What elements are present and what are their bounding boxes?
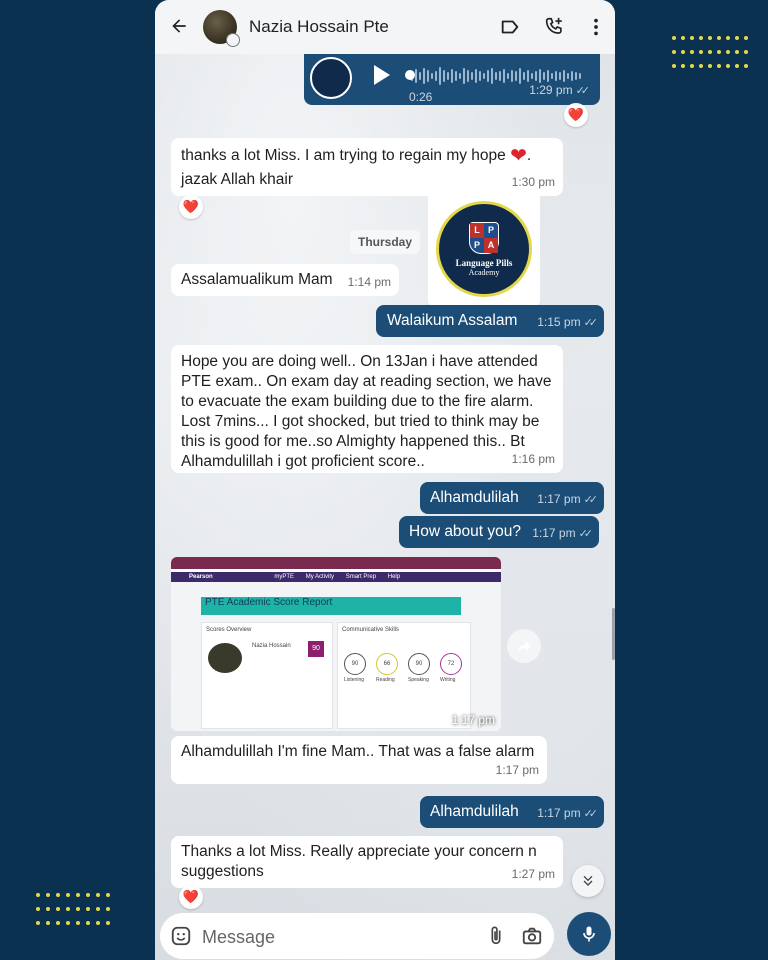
back-arrow-icon[interactable] — [169, 16, 189, 36]
pearson-nav: Pearson myPTE My Activity Smart Prep Help — [171, 572, 501, 582]
skill-speaking: 90 — [408, 653, 430, 675]
chat-header — [155, 0, 615, 54]
scrollbar[interactable] — [612, 608, 615, 660]
message-time: 1:17 pm — [451, 713, 495, 727]
skill-writing: 72 — [440, 653, 462, 675]
voice-duration: 0:26 — [409, 90, 433, 104]
read-ticks-icon: ✓✓ — [583, 494, 594, 506]
message-input[interactable] — [200, 922, 474, 952]
logo-shield: L P P A — [469, 222, 499, 254]
scroll-to-bottom-button[interactable] — [572, 865, 604, 897]
message-time: 1:14 pm — [347, 275, 391, 289]
heart-reaction[interactable]: ❤️ — [179, 195, 203, 219]
heart-reaction[interactable]: ❤️ — [564, 103, 588, 127]
label-icon[interactable] — [499, 16, 521, 38]
message-time: 1:17 pm — [495, 763, 539, 777]
skill-reading: 66 — [376, 653, 398, 675]
message-bubble-in[interactable] — [171, 836, 563, 888]
message-bubble-in[interactable] — [171, 138, 563, 196]
read-ticks-icon: ✓✓ — [583, 808, 594, 820]
message-composer — [160, 913, 554, 959]
skill-listening: 90 — [344, 653, 366, 675]
seek-knob[interactable] — [405, 70, 415, 80]
chat-screen — [155, 0, 615, 960]
message-text: Walaikum Assalam — [387, 312, 518, 329]
message-bubble-in[interactable] — [171, 345, 563, 473]
message-text: Hope you are doing well.. On 13Jan i have attended PTE exam.. On exam day at reading section, we have to evacuate the exam building due to the fire alarm. Lost 7mins... I got shocked, but tried to think may be this is good for me..so Almighty happened this.. Bt Alhamdulillah i got proficient score.. — [181, 353, 552, 470]
message-time: 1:27 pm — [511, 867, 555, 881]
contact-avatar[interactable] — [203, 10, 237, 44]
voice-note-bubble[interactable] — [304, 53, 600, 105]
forward-icon — [515, 637, 533, 655]
message-text: Alhamdulillah I'm fine Mam.. That was a false alarm — [181, 743, 535, 760]
message-text: thanks a lot Miss. I am trying to regain my hope ❤. — [181, 145, 532, 167]
message-bubble-out[interactable] — [376, 305, 604, 337]
academy-logo — [436, 201, 532, 297]
message-text: Alhamdulilah — [430, 803, 519, 820]
play-icon[interactable] — [374, 65, 390, 85]
academy-logo-image — [428, 193, 540, 305]
message-text: Thanks a lot Miss. Really appreciate your concern n suggestions — [181, 843, 537, 880]
score-report-image[interactable] — [171, 557, 501, 731]
mic-icon — [579, 924, 599, 944]
heart-emoji: ❤ — [510, 145, 527, 167]
read-ticks-icon: ✓✓ — [583, 317, 594, 329]
message-time: 1:17 pm ✓✓ — [537, 489, 594, 510]
message-bubble-in[interactable] — [171, 264, 399, 296]
forward-button[interactable] — [507, 629, 541, 663]
report-body — [171, 582, 501, 731]
contact-name[interactable]: Nazia Hossain Pte — [249, 17, 389, 36]
message-time: 1:16 pm — [511, 452, 555, 466]
message-bubble-out[interactable] — [420, 796, 604, 828]
logo-line2: Academy — [468, 267, 500, 277]
message-time: 1:15 pm ✓✓ — [537, 312, 594, 333]
decor-dots-top — [672, 36, 748, 68]
message-time: 1:17 pm ✓✓ — [537, 803, 594, 824]
message-bubble-out[interactable] — [399, 516, 599, 548]
message-text: How about you? — [409, 523, 522, 540]
browser-bar — [171, 557, 501, 569]
message-text: jazak Allah khair — [181, 171, 294, 188]
overall-score: 90 — [308, 641, 324, 657]
camera-icon[interactable] — [520, 925, 544, 947]
scores-overview-card: Scores Overview Nazia Hossain 90 — [201, 622, 333, 729]
logo-line1: Language Pills — [455, 257, 513, 268]
read-ticks-icon: ✓✓ — [575, 85, 586, 97]
add-call-icon[interactable] — [543, 16, 565, 38]
communicative-skills-card: Communicative Skills 90 66 90 72 Listening Reading Speaking Writing — [337, 622, 471, 729]
decor-dots-bottom — [36, 893, 110, 925]
message-bubble-in[interactable] — [171, 736, 547, 784]
attach-icon[interactable] — [485, 925, 507, 947]
message-time: 1:30 pm — [511, 175, 555, 189]
read-ticks-icon: ✓✓ — [578, 528, 589, 540]
message-text: Assalamualikum Mam — [181, 271, 333, 288]
message-time: 1:29 pm ✓✓ — [529, 80, 586, 101]
report-banner: PTE Academic Score Report — [201, 597, 461, 615]
candidate-photo — [208, 643, 242, 673]
emoji-icon[interactable] — [170, 925, 192, 947]
voice-sender-avatar — [310, 57, 352, 99]
day-separator: Thursday — [350, 230, 420, 254]
message-bubble-out[interactable] — [420, 482, 604, 514]
message-time: 1:17 pm ✓✓ — [532, 523, 589, 544]
double-chevron-down-icon — [580, 873, 596, 889]
heart-reaction[interactable]: ❤️ — [179, 885, 203, 909]
message-text: Alhamdulilah — [430, 489, 519, 506]
voice-record-button[interactable] — [567, 912, 611, 956]
more-vert-icon[interactable] — [585, 16, 607, 38]
